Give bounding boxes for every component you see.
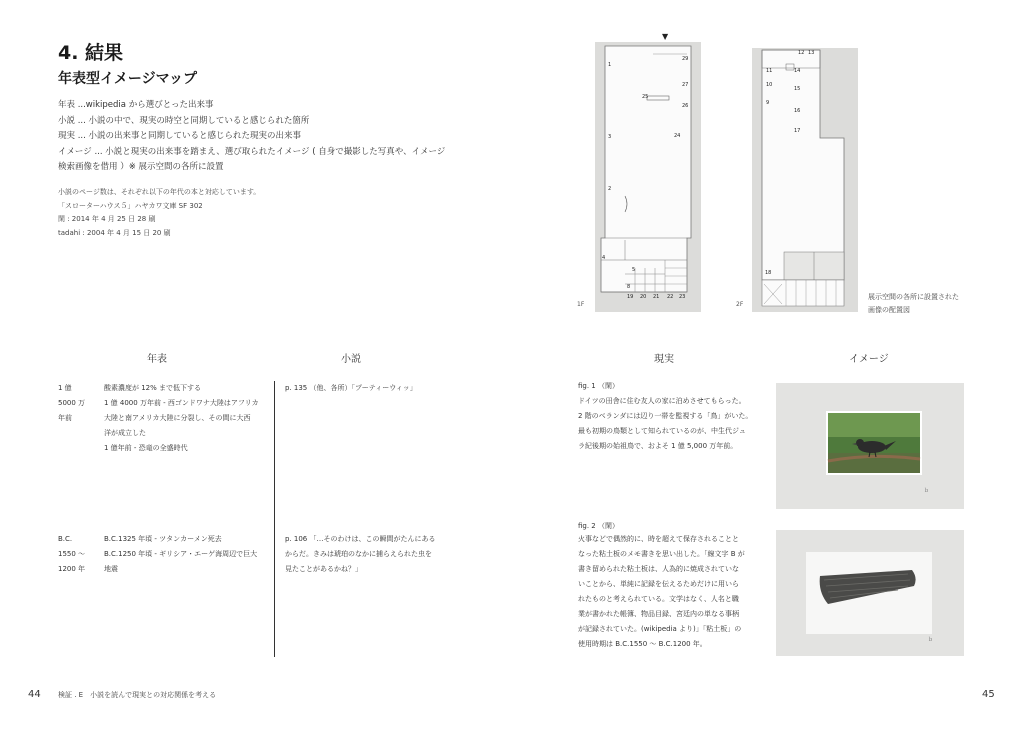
plan-number: 11: [766, 68, 773, 74]
reality-line: 書き留められた粘土板は、人為的に焼成されていな: [578, 565, 739, 573]
row1-reality: [578, 394, 752, 454]
novel-line: p. 106 「…そのわけは、この瞬間がたんにある: [285, 535, 436, 543]
floor-label-2f: 2F: [736, 301, 744, 308]
definition-list: [58, 98, 458, 176]
event-line: 地震: [104, 565, 118, 573]
year-line: 5000 万: [58, 399, 86, 407]
reality-line: 使用時期は B.C.1550 〜 B.C.1200 年。: [578, 640, 707, 648]
row2-year: [58, 532, 85, 577]
plan-number: 2: [608, 186, 612, 192]
definition-image-cont: 検索画像を借用 ）※ 展示空間の各所に設置: [58, 162, 224, 172]
definition-chronology: 年表 ...wikipedia から選びとった出来事: [58, 100, 214, 110]
event-line: 酸素濃度が 12% まで低下する: [104, 384, 202, 392]
photo-mark: ｂ: [924, 488, 930, 494]
column-divider: [274, 381, 275, 657]
reality-line: いことから、単純に記録を伝えるためだけに用いら: [578, 580, 739, 588]
plan-number: 3: [608, 134, 612, 140]
reality-line: ラ紀後期の始祖鳥で、およそ 1 億 5,000 万年前。: [578, 442, 738, 450]
entrance-marker-icon: ▼: [662, 32, 669, 41]
definition-image: イメージ ... 小説と現実の出来事を踏まえ、選び取られたイメージ ( 自身で撮影した写真や、イメージ: [58, 146, 446, 157]
reality-line: なった粘土板のメモ書きを思い出した。「線文字 B が: [578, 550, 745, 558]
definition-novel: 小説 ... 小説の中で、現実の時空と同期していると感じられた箇所: [58, 115, 310, 126]
row1-fig-label: fig. 1 （閑）: [578, 382, 619, 390]
plan-number: 9: [766, 100, 770, 106]
row2-events: [104, 532, 257, 577]
image-photo-bird: [776, 383, 964, 509]
row1-year: [58, 381, 85, 426]
floorplan-caption: [868, 291, 959, 317]
section-subtitle: 年表型イメージマップ: [58, 71, 198, 87]
plan-number: 25: [642, 94, 649, 100]
reality-line: 火事などで偶然的に、時を超えて保存されることと: [578, 535, 739, 543]
floor-label-1f: 1F: [577, 301, 585, 308]
source-note-line: 「スローターハウス５」ハヤカワ文庫 SF 302: [58, 201, 203, 210]
plan-number: 26: [682, 103, 689, 109]
plan-number: 1: [608, 62, 612, 68]
year-line: 年前: [58, 414, 72, 422]
page-number-right: 45: [982, 689, 995, 700]
plan-number: 8: [627, 284, 631, 290]
plan-number: 16: [794, 108, 801, 114]
plan-number: 15: [794, 86, 801, 92]
reality-line: 業が書かれた帳簿、物品目録、宮廷内の単なる事柄: [578, 610, 739, 618]
column-header-novel: 小説: [341, 354, 361, 365]
reality-line: 2 階のベランダには辺り一帯を監視する「鳥」がいた。: [578, 412, 753, 420]
plan-number: 22: [667, 294, 674, 300]
bird-photo-icon: [776, 383, 964, 509]
row1-events: [104, 381, 259, 456]
year-line: 1 億: [58, 384, 72, 392]
event-line: B.C.1325 年頃 - ツタンカーメン死去: [104, 535, 222, 543]
column-header-chronology: 年表: [147, 354, 167, 365]
source-note-line: 小説のページ数は、それぞれ以下の年代の本と対応しています。: [58, 188, 261, 196]
photo-mark: ｂ: [928, 637, 934, 643]
row2-novel: [285, 532, 435, 577]
source-note-line: 閑 : 2014 年 4 月 25 日 28 刷: [58, 215, 156, 223]
plan-number: 18: [765, 270, 772, 276]
plan-number: 24: [674, 133, 681, 139]
year-line: B.C.: [58, 535, 73, 543]
reality-line: 最も初期の鳥類として知られているのが、中生代ジュ: [578, 427, 746, 435]
floorplan-2f: [736, 48, 858, 312]
plan-number: 21: [653, 294, 660, 300]
plan-number: 17: [794, 128, 801, 134]
plan-number: 5: [632, 267, 636, 273]
year-line: 1200 年: [58, 565, 86, 573]
clay-tablet-photo-icon: [776, 530, 964, 656]
year-line: 1550 〜: [58, 550, 86, 558]
plan-number: 13: [808, 50, 815, 56]
event-line: 洋が成立した: [104, 429, 146, 437]
event-line: B.C.1250 年頃 - ギリシア・エーゲ海周辺で巨大: [104, 550, 258, 558]
plan-number: 10: [766, 82, 773, 88]
floorplan-1f: [577, 32, 701, 312]
running-title: 検証 . E 小説を読んで現実との対応関係を考える: [58, 691, 217, 699]
column-header-reality: 現実: [654, 354, 674, 365]
novel-line: p. 135 （他、各所）「プーティーウィッ」: [285, 384, 417, 392]
reality-line: れたものと考えられている。文学はなく、人名と職: [578, 595, 739, 603]
row2-fig-label: fig. 2 （閑）: [578, 522, 619, 530]
plan-number: 14: [794, 68, 801, 74]
row2-reality: [578, 532, 745, 652]
column-header-image: イメージ: [849, 354, 889, 365]
plan-number: 19: [627, 294, 634, 300]
novel-line: 見たことがあるかね？」: [285, 565, 362, 573]
reality-line: が記録されていた。(wikipedia より)」「粘土板」の: [578, 625, 742, 633]
floorplan-caption-line: 展示空間の各所に設置された: [868, 293, 959, 301]
definition-reality: 現実 ... 小説の出来事と同期していると感じられた現実の出来事: [58, 131, 302, 141]
plan-number: 29: [682, 56, 689, 62]
plan-number: 12: [798, 50, 805, 56]
row1-novel: [285, 381, 417, 396]
page-number-left: 44: [28, 689, 41, 700]
event-line: 大陸と南アメリカ大陸に分裂し、その間に大西: [104, 414, 251, 422]
event-line: 1 億 4000 万年前 - 西ゴンドワナ大陸はアフリカ: [104, 399, 259, 407]
source-note: [58, 186, 260, 240]
floorplan-caption-line: 画像の配置図: [868, 306, 910, 314]
novel-line: からだ。きみは琥珀のなかに捕らえられた虫を: [285, 550, 432, 558]
plan-number: 23: [679, 294, 686, 300]
reality-line: ドイツの田舎に住む友人の家に泊めさせてもらった。: [578, 397, 746, 405]
plan-number: 4: [602, 255, 606, 261]
source-note-line: tadahi : 2004 年 4 月 15 日 20 刷: [58, 228, 171, 237]
section-title: 4. 結果: [58, 42, 124, 64]
plan-number: 20: [640, 294, 647, 300]
plan-number: 27: [682, 82, 689, 88]
image-photo-clay-tablet: [776, 530, 964, 656]
event-line: 1 億年前 - 恐竜の全盛時代: [104, 444, 188, 452]
